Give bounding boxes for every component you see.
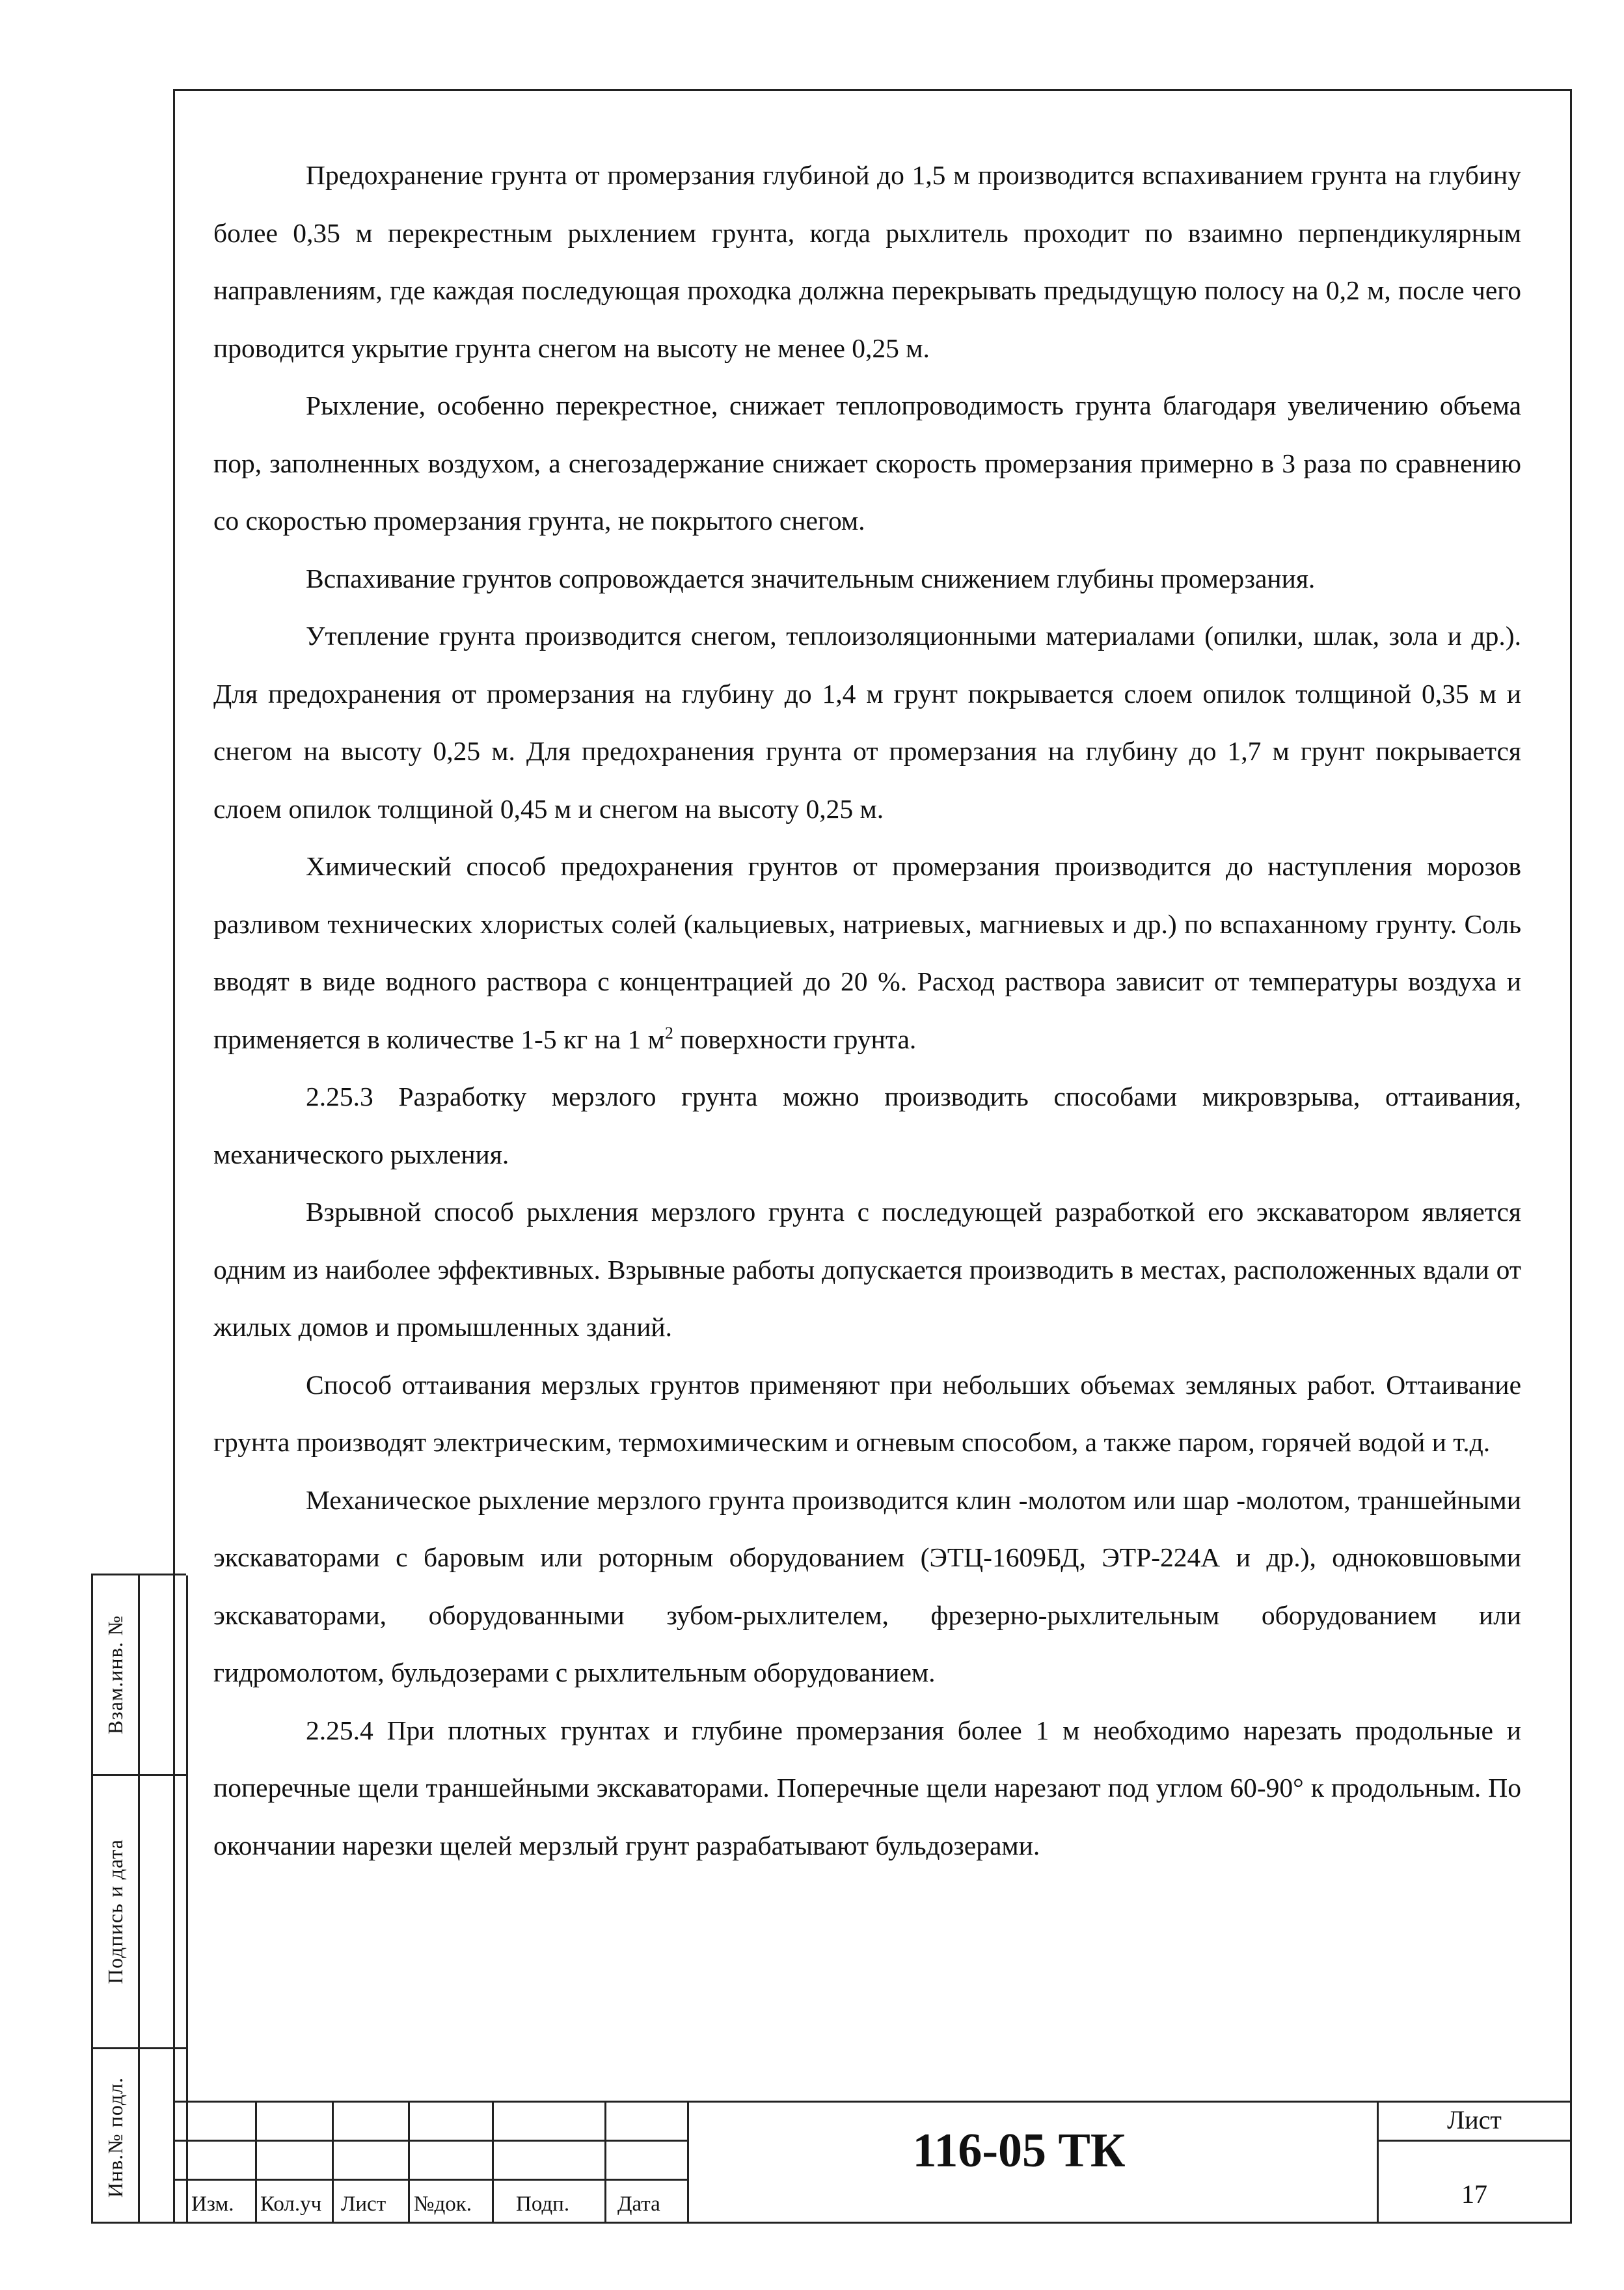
stamp-data: Дата [617,2192,660,2216]
sheet-number: 17 [1461,2179,1487,2209]
side-stamp [91,1574,186,2224]
side-label-vzam: Взам.инв. № [103,1615,128,1735]
paragraph: Механическое рыхление мерзлого грунта производится клин -молотом или шар -молотом, траншейными экскаваторами с баровым или роторным оборудованием (ЭТЦ-1609БД, ЭТР-224А и др.), одноковшовыми экскаваторами, оборудованными зубом-рыхлителем, фрезерно-рыхлительным оборудованием или гидромолотом, бульдозерами с рыхлительным оборудованием. [213,1484,1521,1687]
stamp-list: Лист [341,2192,386,2216]
paragraph: Утепление грунта производится снегом, теплоизоляционными материалами (опилки, шлак, зола и др.). Для предохранения от промерзания на глубину до 1,4 м грунт покрывается слоем опилок толщиной 0,35 м и снегом на высоту 0,25 м. Для предохранения грунта от промерзания на глубину до 1,7 м грунт покрывается слоем опилок толщиной 0,45 м и снегом на высоту 0,25 м. [213,621,1521,824]
side-value-vzam [140,1575,186,1776]
paragraph: Рыхление, особенно перекрестное, снижает теплопроводимость грунта благодаря увеличению объема пор, заполненных воздухом, а снегозадержание снижает скорость промерзания примерно в 3 раза по сравнению со скоростью промерзания грунта, не покрытого снегом. [213,390,1521,536]
side-value-podpis [140,1776,186,2049]
stamp-izm: Изм. [191,2192,234,2216]
paragraph: Вспахивание грунтов сопровождается значительным снижением глубины промерзания. [306,563,1316,593]
title-block-line [173,2101,1572,2103]
title-block-line [408,2101,410,2224]
paragraph-text: Химический способ предохранения грунтов от промерзания производится до наступления морозов разливом технических хлористых солей (кальциевых, натриевых, магниевых и др.) по вспаханному грунту. Соль вводят в виде водного раствора с концентрацией до 20 %. Расход раствора зависит от температуры воздуха и применяется в количестве 1-5 кг на 1 м [213,851,1521,1054]
side-cell-vzam [93,1575,138,1776]
superscript: 2 [664,1023,673,1043]
side-label-inv: Инв.№ подл. [103,2077,128,2198]
title-block-line [173,2179,687,2181]
title-block-line [173,2140,687,2142]
stamp-kol: Кол.уч [260,2192,322,2216]
paragraph: 2.25.3 Разработку мерзлого грунта можно производить способами микровзрыва, оттаивания, механического рыхления. [213,1082,1521,1169]
stamp-ndok: №док. [414,2192,472,2216]
side-label-column [93,1575,140,2222]
side-label-podpis: Подпись и дата [103,1839,127,1984]
title-block-line [255,2101,257,2224]
paragraph: 2.25.4 При плотных грунтах и глубине промерзания более 1 м необходимо нарезать продольные и поперечные щели траншейными экскаваторами. Поперечные щели нарезают под углом 60-90° к продольным. По окончании нарезки щелей мерзлый грунт разрабатывают бульдозерами. [213,1715,1521,1861]
title-block-line [1377,2140,1572,2142]
paragraph-text: поверхности грунта. [673,1024,917,1054]
side-cell-inv [93,2049,138,2226]
paragraph: Взрывной способ рыхления мерзлого грунта с последующей разработкой его экскаватором является одним из наиболее эффективных. Взрывные работы допускается производить в местах, расположенных вдали от жилых домов и промышленных зданий. [213,1197,1521,1342]
paragraph: Предохранение грунта от промерзания глубиной до 1,5 м производится вспахиванием грунта на глубину более 0,35 м перекрестным рыхлением грунта, когда рыхлитель проходит по взаимно перпендикулярным направлениям, где каждая последующая проходка должна перекрывать предыдущую полосу на 0,2 м, после чего проводится укрытие грунта снегом на высоту не менее 0,25 м. [213,160,1521,363]
sheet-label: Лист [1447,2105,1502,2134]
title-block [173,2101,1572,2224]
document-code: 116-05 ТК [912,2124,1126,2177]
document-body [213,146,1521,1874]
title-block-line [332,2101,334,2224]
side-cell-podpis [93,1776,138,2049]
title-block-line [604,2101,606,2224]
title-block-line [492,2101,494,2224]
paragraph [213,838,1521,1068]
stamp-podp: Подп. [516,2192,570,2216]
paragraph: Способ оттаивания мерзлых грунтов применяют при небольших объемах земляных работ. Оттаивание грунта производят электрическим, термохимическим и огневым способом, а также паром, горячей водой и т.д. [213,1369,1521,1457]
